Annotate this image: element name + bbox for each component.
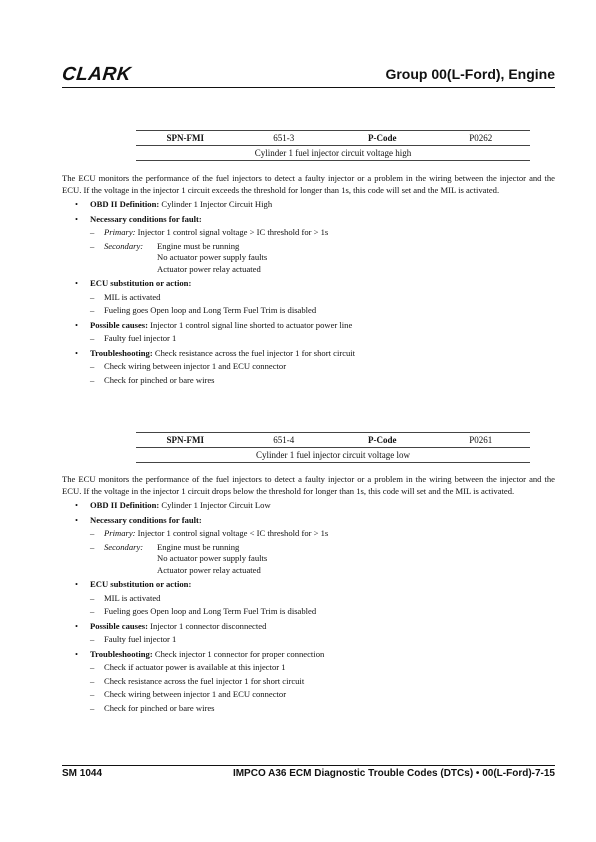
- troubleshooting: [62, 649, 555, 715]
- conditions-list: [90, 528, 555, 576]
- trouble-label: Troubleshooting:: [90, 648, 153, 659]
- secondary-item: No actuator power supply faults: [157, 553, 268, 563]
- troubleshooting: [62, 348, 555, 387]
- spn-value: 651-4: [273, 435, 295, 445]
- secondary-label: – Secondary:: [104, 541, 144, 552]
- trouble-item: – Check resistance across the fuel injector 1 for short circuit: [90, 676, 555, 688]
- secondary-item: Engine must be running: [157, 541, 240, 552]
- group-title: Group 00(L-Ford), Engine: [385, 66, 555, 82]
- necessary-conditions: [62, 515, 555, 577]
- ecu-label: ECU substitution or action:: [90, 278, 192, 288]
- dtc-description: Cylinder 1 fuel injector circuit voltage high: [254, 148, 412, 158]
- possible-causes: [62, 621, 555, 646]
- dtc-section-651-3: [62, 173, 555, 386]
- ecu-item: – MIL is activated: [90, 593, 555, 605]
- pcode-value: P0261: [469, 435, 493, 445]
- primary-label: Primary:: [104, 528, 136, 538]
- obd-definition: [62, 199, 555, 211]
- causes-value: Injector 1 connector disconnected: [148, 620, 267, 631]
- trouble-label: Troubleshooting:: [90, 347, 153, 358]
- secondary-item: Actuator power relay actuated: [157, 263, 261, 274]
- causes-value: Injector 1 control signal line shorted to actuator power line: [148, 319, 353, 330]
- footer-page-reference: IMPCO A36 ECM Diagnostic Trouble Codes (DTCs) • 00(L-Ford)-7-15: [232, 768, 555, 779]
- ecu-list: [90, 292, 555, 317]
- obd-definition: [62, 500, 555, 512]
- primary-value: Injector 1 control signal voltage < IC threshold for > 1s: [135, 528, 329, 538]
- necessary-conditions: [62, 214, 555, 276]
- trouble-item: – Check wiring between injector 1 and ECU connector: [90, 361, 555, 373]
- ecu-item: – Fueling goes Open loop and Long Term Fuel Trim is disabled: [90, 606, 555, 618]
- trouble-item: – Check for pinched or bare wires: [90, 375, 555, 387]
- causes-label: Possible causes:: [90, 319, 149, 330]
- primary-value: Injector 1 control signal voltage > IC threshold for > 1s: [135, 227, 329, 237]
- dtc-table-651-3: [136, 130, 530, 161]
- cause-item: – Faulty fuel injector 1: [90, 333, 555, 345]
- trouble-item: – Check if actuator power is available at this injector 1: [90, 662, 555, 674]
- secondary-item: Actuator power relay actuated: [157, 564, 261, 575]
- footer-manual-number: SM 1044: [62, 768, 103, 779]
- spn-value: 651-3: [273, 133, 295, 143]
- dtc-table-651-4: [136, 432, 530, 463]
- dtc-description: Cylinder 1 fuel injector circuit voltage low: [256, 450, 410, 460]
- header-rule: [62, 87, 555, 88]
- conditions-label: Necessary conditions for fault:: [90, 514, 202, 525]
- ecu-label: ECU substitution or action:: [90, 579, 192, 589]
- clark-logo: CLARK: [60, 64, 133, 85]
- spn-label: SPN-FMI: [166, 435, 204, 445]
- obd-label: OBD II Definition:: [90, 199, 160, 209]
- trouble-list: [90, 662, 555, 714]
- bullet-list: [62, 199, 555, 386]
- dtc-code-row: [136, 433, 530, 447]
- secondary-label: – Secondary:: [104, 240, 144, 251]
- cause-item: – Faulty fuel injector 1: [90, 634, 555, 646]
- secondary-item: Engine must be running: [157, 240, 240, 251]
- trouble-item: – Check for pinched or bare wires: [90, 703, 555, 715]
- obd-value: Cylinder 1 Injector Circuit High: [159, 199, 273, 209]
- trouble-list: [90, 361, 555, 386]
- pcode-label: P-Code: [368, 133, 397, 143]
- secondary-condition: [90, 241, 555, 276]
- pcode-value: P0262: [469, 133, 493, 143]
- conditions-label: Necessary conditions for fault:: [90, 213, 202, 224]
- ecu-substitution: [62, 579, 555, 618]
- causes-label: Possible causes:: [90, 620, 149, 631]
- conditions-list: [90, 227, 555, 275]
- ecu-list: [90, 593, 555, 618]
- table-rule: [136, 462, 530, 463]
- obd-label: OBD II Definition:: [90, 500, 160, 510]
- trouble-value: Check injector 1 connector for proper connection: [152, 648, 325, 659]
- pcode-label: P-Code: [368, 435, 397, 445]
- trouble-item: – Check wiring between injector 1 and ECU connector: [90, 689, 555, 701]
- intro-paragraph: The ECU monitors the performance of the fuel injectors to detect a faulty injector or a problem in the wiring between the injector and the ECU. If the voltage in the injector 1 circuit drops below the threshold for longer than 1s, this code will set and the MIL is activated.: [62, 474, 555, 496]
- trouble-value: Check resistance across the fuel injector 1 for short circuit: [152, 347, 356, 358]
- spn-label: SPN-FMI: [166, 133, 204, 143]
- primary-label: Primary:: [104, 227, 136, 237]
- ecu-substitution: [62, 278, 555, 317]
- dtc-section-651-4: [62, 474, 555, 714]
- causes-list: [90, 333, 555, 345]
- possible-causes: [62, 320, 555, 345]
- table-rule: [136, 160, 530, 161]
- causes-list: [90, 634, 555, 646]
- ecu-item: – MIL is activated: [90, 292, 555, 304]
- bullet-list: [62, 500, 555, 714]
- intro-paragraph: The ECU monitors the performance of the fuel injectors to detect a faulty injector or a problem in the wiring between the injector and the ECU. If the voltage in the injector 1 circuit exceeds the threshold for longer than 1s, this code will set and the MIL is activated.: [62, 173, 555, 195]
- ecu-item: – Fueling goes Open loop and Long Term Fuel Trim is disabled: [90, 305, 555, 317]
- footer-rule: [62, 765, 555, 766]
- secondary-item: No actuator power supply faults: [157, 252, 268, 262]
- primary-condition: [90, 227, 555, 239]
- dtc-code-row: [136, 131, 530, 145]
- secondary-condition: [90, 542, 555, 577]
- obd-value: Cylinder 1 Injector Circuit Low: [159, 500, 271, 510]
- primary-condition: [90, 528, 555, 540]
